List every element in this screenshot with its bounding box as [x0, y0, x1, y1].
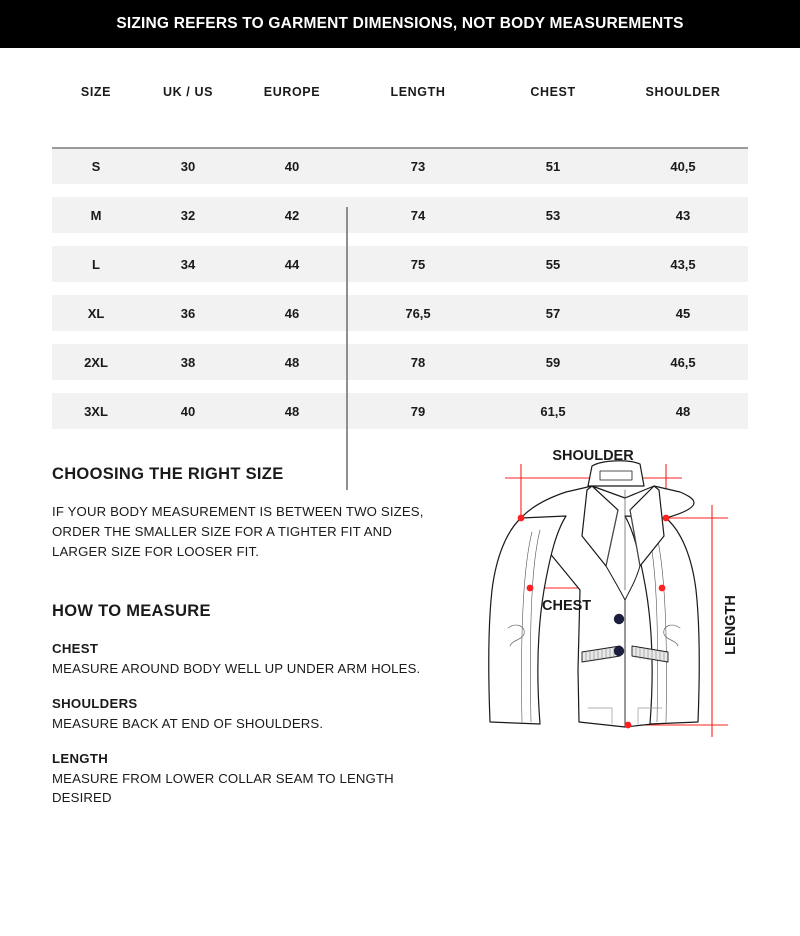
measure-desc-length-line-2: DESIRED — [52, 790, 112, 805]
size-table-container — [52, 48, 748, 429]
column-header-shoulder: SHOULDER — [645, 85, 721, 99]
measure-term-shoulders: SHOULDERS — [52, 696, 138, 711]
chest-point-right — [659, 585, 666, 592]
length-point-bottom — [625, 722, 632, 729]
diagram-label-chest: CHEST — [542, 598, 592, 614]
how-to-measure-title: HOW TO MEASURE — [52, 602, 211, 620]
column-header-length: LENGTH — [390, 85, 446, 99]
jacket-illustration — [489, 461, 700, 727]
cell-size: L — [92, 256, 100, 272]
cell-chest: 51 — [545, 159, 561, 174]
jacket-collar-band — [600, 471, 632, 480]
measure-desc-shoulders: MEASURE BACK AT END OF SHOULDERS. — [52, 716, 324, 731]
banner-title: SIZING REFERS TO GARMENT DIMENSIONS, NOT BODY MEASUREMENTS — [116, 15, 684, 32]
table-row-spacer — [52, 233, 748, 246]
cell-uk-us: 40 — [180, 403, 196, 419]
cell-chest: 55 — [545, 256, 561, 272]
cell-uk-us: 38 — [180, 354, 196, 370]
table-header-row — [52, 85, 748, 148]
cell-europe: 40 — [284, 159, 300, 174]
cell-europe: 46 — [284, 305, 300, 321]
measure-desc-length-line-1: MEASURE FROM LOWER COLLAR SEAM TO LENGTH — [52, 771, 394, 786]
cell-length: 79 — [410, 403, 426, 419]
top-banner — [0, 0, 800, 48]
cell-length: 73 — [410, 159, 426, 174]
cell-chest: 53 — [545, 207, 561, 223]
table-row — [52, 344, 748, 380]
table-row — [52, 295, 748, 331]
cell-shoulder: 45 — [675, 305, 691, 321]
cell-shoulder: 43,5 — [670, 256, 696, 272]
column-header-europe: EUROPE — [263, 85, 321, 99]
cell-europe: 42 — [284, 207, 300, 223]
choosing-size-line-3: LARGER SIZE FOR LOOSER FIT. — [52, 544, 260, 559]
cell-length: 75 — [410, 256, 426, 272]
choosing-size-title: CHOOSING THE RIGHT SIZE — [52, 465, 284, 483]
cell-uk-us: 36 — [180, 305, 196, 321]
table-vertical-divider — [346, 207, 348, 490]
cell-shoulder: 48 — [675, 403, 691, 419]
table-row-spacer — [52, 184, 748, 197]
table-row — [52, 197, 748, 233]
cell-length: 74 — [410, 207, 426, 223]
table-row-spacer — [52, 331, 748, 344]
table-row — [52, 393, 748, 429]
cell-shoulder: 40,5 — [670, 159, 696, 174]
cell-size: 2XL — [84, 354, 108, 370]
diagram-label-length: LENGTH — [723, 595, 739, 655]
shoulder-point-right — [663, 515, 670, 522]
cell-size: XL — [87, 305, 105, 321]
cell-length: 76,5 — [405, 305, 431, 321]
cell-chest: 61,5 — [540, 403, 566, 419]
measure-item-chest — [52, 641, 462, 678]
table-header — [52, 85, 748, 148]
jacket-button-upper — [614, 614, 624, 624]
cell-europe: 48 — [284, 354, 300, 370]
cell-uk-us: 34 — [180, 256, 196, 272]
measure-desc-chest: MEASURE AROUND BODY WELL UP UNDER ARM HOLES. — [52, 661, 421, 676]
cell-chest: 59 — [545, 354, 561, 370]
jacket-button-lower — [614, 646, 624, 656]
guidance-column — [52, 465, 462, 825]
size-chart-table — [52, 85, 748, 429]
choosing-size-line-1: IF YOUR BODY MEASUREMENT IS BETWEEN TWO SIZES, — [52, 504, 424, 519]
cell-chest: 57 — [545, 305, 561, 321]
table-row-spacer — [52, 380, 748, 393]
jacket-measurement-diagram — [480, 440, 770, 770]
table-row-spacer — [52, 282, 748, 295]
cell-size: 3XL — [84, 403, 108, 419]
cell-size: M — [90, 207, 102, 223]
choosing-size-line-2: ORDER THE SMALLER SIZE FOR A TIGHTER FIT AND — [52, 524, 393, 539]
cell-shoulder: 46,5 — [670, 354, 696, 370]
chest-point-left — [527, 585, 534, 592]
column-header-uk-us: UK / US — [162, 85, 214, 99]
measure-term-chest: CHEST — [52, 641, 99, 656]
cell-uk-us: 32 — [180, 207, 196, 223]
column-header-size: SIZE — [80, 85, 112, 99]
shoulder-point-left — [518, 515, 525, 522]
measure-term-length: LENGTH — [52, 751, 109, 766]
cell-length: 78 — [410, 354, 426, 370]
measure-item-length — [52, 751, 462, 807]
cell-uk-us: 30 — [180, 159, 196, 174]
lower-section — [0, 448, 800, 825]
table-body — [52, 148, 748, 429]
table-row — [52, 148, 748, 184]
cell-size: S — [91, 159, 101, 174]
column-header-chest: CHEST — [530, 85, 576, 99]
cell-europe: 48 — [284, 403, 300, 419]
table-row — [52, 246, 748, 282]
choosing-size-text — [52, 502, 462, 562]
measure-item-shoulders — [52, 696, 462, 733]
diagram-label-shoulder: SHOULDER — [552, 448, 634, 464]
cell-shoulder: 43 — [675, 207, 691, 223]
cell-europe: 44 — [284, 256, 300, 272]
